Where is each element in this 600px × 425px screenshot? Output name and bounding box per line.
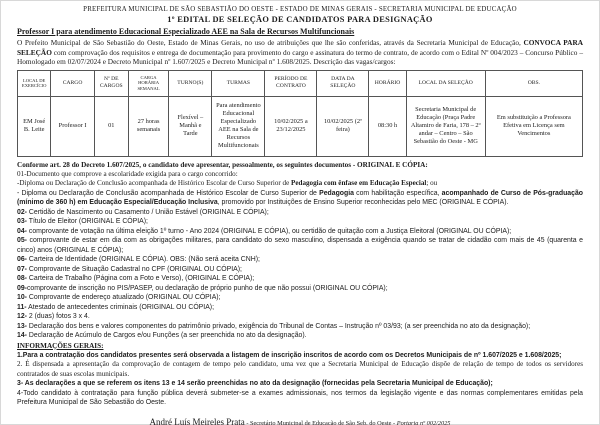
document-item-04: 04- comprovante de votação na última eleição 1º turno - Ano 2024 (ORIGINAL E CÓPIA), ou certidão de quitação com a Justiça Eleitoral (ORIGINAL OU CÓPIA);	[17, 227, 512, 235]
position-heading: Professor I para atendimento Educacional Especializado AEE na Sala de Recursos Multifuncionais	[17, 27, 355, 36]
col-header-turnos: TURNO(S)	[169, 70, 212, 96]
diploma1-post: ; ou	[426, 179, 438, 188]
document-item-01: 01-Documento que comprove a escolaridade exigida para o cargo concorrido:	[17, 169, 238, 178]
col-header-local-exercicio: LOCAL DE EXERCÍCIO	[18, 70, 51, 96]
document-item-07: 07- Comprovante de Situação Cadastral no CPF (ORIGINAL OU CÓPIA);	[17, 265, 242, 273]
diploma1-pre: -Diploma ou Declaração de Conclusão acompanhada de Histórico Escolar de Curso Superior de	[17, 179, 292, 188]
document-item-13: 13- Declaração dos bens e valores componentes do patrimônio privado, exigência do Tribunal de Contas – Instrução nº 03/93; (a ser preenchida no ato da designação);	[17, 322, 531, 330]
document-item-14: 14- Declaração de Acúmulo de Cargos e/ou Funções (a ser preenchida no ato da designação).	[17, 332, 307, 340]
diploma1-bold: Pedagogia com ênfase em Educação Especial	[291, 179, 427, 188]
intro-part2: com comprovação dos requisitos e entrega de documentação para provimento do cargo e assinatura do termo de contrato, de acordo com o Edital Nº 004/2023 – Concurso Público – Homologado em 02/07/2024 e Decreto Municipal nº 1.607/2025 e Decreto Municipal nº 1.608/2025. Descrição das vagas/cargos:	[17, 47, 583, 67]
cell-turmas: Para atendimento Educacional Especializado AEE na Sala de Recursos Multifuncionais	[212, 96, 265, 156]
col-header-carga-horaria: CARGA HORÁRIA SEMANAL	[128, 70, 169, 96]
cell-periodo-contrato: 10/02/2025 a 23/12/2025	[265, 96, 317, 156]
document-item-10: 10- Comprovante de endereço atualizado (ORIGINAL OU CÓPIA);	[17, 294, 221, 302]
document-item-03: 03- Título de Eleitor (ORIGINAL E CÓPIA);	[17, 218, 148, 226]
document-item-11: 11- Atestado de antecedentes criminais (ORIGINAL OU CÓPIA);	[17, 303, 214, 311]
document-item-02: 02- Certidão de Nascimento ou Casamento / União Estável (ORIGINAL E CÓPIA);	[17, 208, 269, 216]
header-organization: PREFEITURA MUNICIPAL DE SÃO SEBASTIÃO DO OESTE - ESTADO DE MINAS GERAIS - SECRETARIA MUNICIPAL DE EDUCAÇÃO	[83, 6, 517, 13]
diploma2-pre: - Diploma ou Declaração de Conclusão acompanhada de Histórico Escolar de Curso Superior de	[17, 189, 320, 197]
signer-name: André Luís Meireles Prata	[149, 416, 245, 425]
document-item-12: 12- 2 (duas) fotos 3 x 4.	[17, 313, 90, 321]
cell-obs: Em substituição a Professora Efetiva em Licença sem Vencimentos	[485, 96, 582, 156]
cell-cargo: Professor I	[51, 96, 95, 156]
signature-line	[17, 412, 583, 425]
document-item-06: 06- Carteira de Identidade (ORIGINAL E CÓPIA). OBS: (Não será aceita CNH);	[17, 256, 260, 264]
diploma2-bold1: Pedagogia	[319, 189, 354, 197]
cell-horario: 08:30 h	[369, 96, 406, 156]
col-header-data-selecao: DATA DA SELEÇÃO	[317, 70, 369, 96]
diploma2-mid: com habilitação específica,	[353, 189, 442, 197]
general-info-item-2: 2. É dispensada a apresentação da comprovação de contagem de tempo pelo candidato, uma vez que a Secretaria Municipal de Educação dispõe de relação de tempo de todos os servidores contratados de suas escolas municipais.	[17, 360, 583, 378]
col-header-turmas: TURMAS	[212, 70, 265, 96]
col-header-horario: HORÁRIO	[369, 70, 406, 96]
col-header-num-cargos: Nº DE CARGOS	[94, 70, 128, 96]
document-item-01-diploma2	[17, 189, 583, 208]
col-header-cargo: CARGO	[51, 70, 95, 96]
cell-carga-horaria: 27 horas semanais	[128, 96, 169, 156]
general-info-heading: INFORMAÇÕES GERAIS:	[17, 341, 104, 350]
document-title: 1º EDITAL DE SELEÇÃO DE CANDIDATOS PARA DESIGNAÇÃO	[167, 15, 433, 24]
cell-local-selecao: Secretaria Municipal de Educação (Praça Padre Altamiro de Faria, 178 – 2º andar – Centro – São Sebastião do Oeste - MG	[406, 96, 485, 156]
general-info-item-3: 3- As declarações a que se referem os itens 13 e 14 serão preenchidas no ato da designação (fornecidas pela Secretaria Municipal de Educação);	[17, 380, 493, 388]
col-header-local-selecao: LOCAL DA SELEÇÃO	[406, 70, 485, 96]
documents-heading: Conforme art. 28 do Decreto 1.607/2025, o candidato deve apresentar, pessoalmente, os seguintes documentos - ORIGINAL E CÓPIA:	[17, 160, 428, 169]
cell-num-cargos: 01	[94, 96, 128, 156]
document-item-05: 05- comprovante de estar em dia com as obrigações militares, para candidato do sexo masculino, dispensada a exigência quando se tratar de cidadão com mais de 45 (quarenta e cinco) anos (ORIGINAL E CÓPIA);	[17, 237, 583, 254]
col-header-periodo-contrato: PERÍODO DE CONTRATO	[265, 70, 317, 96]
signer-ordinance: Portaria nº 002/2025	[396, 419, 451, 425]
signer-role: - Secretário Municipal de Educação de São Seb. do Oeste -	[244, 419, 397, 425]
document-item-01-diploma1	[17, 179, 583, 189]
document-item-08: 08- Carteira de Trabalho (Página com a Foto e Verso), (ORIGINAL E CÓPIA);	[17, 275, 255, 283]
diploma2-bold2: acompanhado de Curso de Pós-graduação (mínimo de 360 h) em Educação Especial/Educação Inclusiva	[17, 189, 583, 207]
col-header-obs: OBS.	[485, 70, 582, 96]
cell-turnos: Flexível – Manhã e Tarde	[169, 96, 212, 156]
cell-local-exercicio: EM José B. Leite	[18, 96, 51, 156]
cell-data-selecao: 10/02/2025 (2ª feira)	[317, 96, 369, 156]
intro-emphasis: CONVOCA PARA SELEÇÃO	[17, 38, 583, 57]
general-info-item-4: 4-Todo candidato à contratação para função pública deverá submeter-se a exames admissionais, nos termos da legislação vigente e das normas complementares emitidas pela Prefeitura Municipal de São Sebastião do Oeste.	[17, 389, 583, 407]
vacancy-table-header-row	[18, 70, 583, 96]
intro-part1: O Prefeito Municipal de São Sebastião do Oeste, Estado de Minas Gerais, no uso de atribuições que lhe são conferidas, através da Secretaria Municipal de Educação,	[17, 38, 524, 47]
diploma2-post: , promovido por Instituições de Ensino Superior reconhecidas pelo MEC (ORIGINAL E CÓPIA).	[217, 199, 509, 207]
vacancy-table	[17, 70, 583, 157]
document-item-09: 09-comprovante de inscrição no PIS/PASEP, ou declaração de próprio punho de que não possui (ORIGINAL OU CÓPIA);	[17, 284, 388, 292]
vacancy-table-data-row	[18, 96, 583, 156]
intro-paragraph	[17, 38, 583, 67]
general-info-item-1: 1.Para a contratação dos candidatos presentes será observada a listagem de inscrição inscritos de acordo com os Decretos Municipais de nº 1.607/2025 e 1.608/2025;	[17, 351, 562, 359]
